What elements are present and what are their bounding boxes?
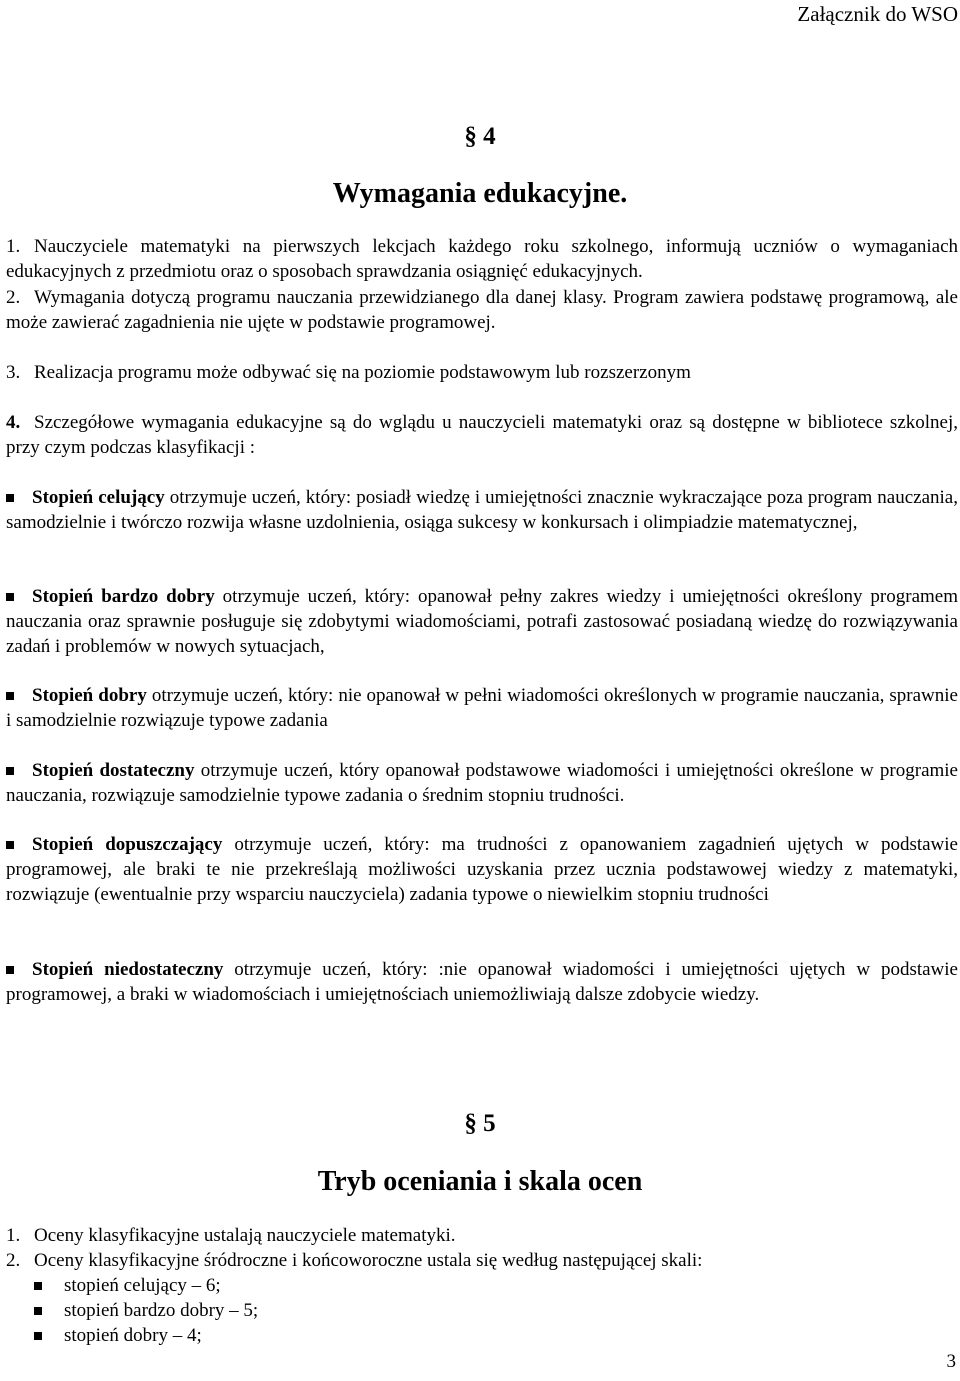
item-number: 2. (6, 1250, 21, 1271)
grade-item-dopuszczajacy (6, 833, 958, 907)
square-bullet-icon (6, 841, 14, 849)
grade-label: Stopień dopuszczający (32, 834, 223, 855)
square-bullet-icon (6, 692, 14, 700)
grade-item-bardzo-dobry (6, 585, 958, 659)
square-bullet-icon (34, 1282, 42, 1290)
grade-text: otrzymuje uczeń, który opanował podstawowe wiadomości i umiejętności określone w programie nauczania, rozwiązuje samodzielnie typowe zadania o średnim stopniu trudności. (6, 760, 958, 806)
item-number: 1. (6, 1225, 21, 1246)
page-number: 3 (946, 1351, 956, 1372)
grade-label: Stopień bardzo dobry (32, 586, 215, 607)
item-number: 4. (6, 412, 21, 433)
item-number: 1. (6, 236, 21, 257)
list-item (6, 1224, 958, 1249)
scale-text: stopień dobry – 4; (64, 1325, 202, 1346)
item-number: 3. (6, 362, 21, 383)
section-5-mark: § 5 (464, 1110, 496, 1137)
item-text: Realizacja programu może odbywać się na poziomie podstawowym lub rozszerzonym (34, 362, 691, 383)
scale-item (34, 1299, 960, 1324)
list-item (6, 361, 958, 386)
item-text: Wymagania dotyczą programu nauczania przewidzianego dla danej klasy. Program zawiera podstawę programową, ale może zawierać zagadnienia nie ujęte w podstawie programowej. (6, 287, 958, 333)
scale-text: stopień bardzo dobry – 5; (64, 1300, 259, 1321)
list-item (6, 1249, 958, 1274)
square-bullet-icon (6, 966, 14, 974)
scale-text: stopień celujący – 6; (64, 1275, 221, 1296)
item-number: 2. (6, 287, 21, 308)
item-text: Nauczyciele matematyki na pierwszych lekcjach każdego roku szkolnego, informują uczniów o wymaganiach edukacyjnych z przedmiotu oraz o sposobach sprawdzania osiągnięć edukacyjnych. (6, 236, 958, 282)
grade-label: Stopień niedostateczny (32, 959, 224, 980)
section-4-title: Wymagania edukacyjne. (332, 178, 628, 209)
section-4-mark: § 4 (464, 123, 496, 150)
section-5-title: Tryb oceniania i skala ocen (317, 1166, 643, 1197)
list-item (6, 411, 958, 461)
square-bullet-icon (34, 1332, 42, 1340)
grade-label: Stopień celujący (32, 487, 165, 508)
grade-item-dobry (6, 684, 958, 734)
scale-item (34, 1324, 960, 1349)
grade-item-niedostateczny (6, 958, 958, 1008)
list-item (6, 286, 958, 336)
square-bullet-icon (34, 1307, 42, 1315)
grade-text: otrzymuje uczeń, który: ma trudności z opanowaniem zagadnień ujętych w podstawie programowej, ale braki te nie przekreślają możliwości uzyskania przez ucznia podstawowej wiedzy z matematyki, rozwiązuje (ewentualnie przy wsparciu nauczyciela) zadania typowe o niewielkim stopniu trudności (6, 834, 958, 905)
grade-label: Stopień dobry (32, 685, 147, 706)
grade-text: otrzymuje uczeń, który: posiadł wiedzę i umiejętności znacznie wykraczające poza program nauczania, samodzielnie i twórczo rozwija własne uzdolnienia, osiąga sukcesy w konkursach i olimpiadzie matematycznej, (6, 487, 958, 533)
item-text: Oceny klasyfikacyjne ustalają nauczyciele matematyki. (34, 1225, 456, 1246)
grade-label: Stopień dostateczny (32, 760, 195, 781)
square-bullet-icon (6, 494, 14, 502)
grade-text: otrzymuje uczeń, który: nie opanował w pełni wiadomości określonych w programie nauczania, sprawnie i samodzielnie rozwiązuje typowe zadania (6, 685, 958, 731)
attachment-header: Załącznik do WSO (797, 2, 958, 26)
scale-item (34, 1274, 960, 1299)
grade-text: otrzymuje uczeń, który: opanował pełny zakres wiedzy i umiejętności określony programem nauczania oraz sprawnie posługuje się zdobytymi wiadomościami, potrafi zastosować posiadaną wiedzę do rozwiązywania zadań i problemów w nowych sytuacjach, (6, 586, 958, 657)
item-text: Oceny klasyfikacyjne śródroczne i końcoworoczne ustala się według następującej skali: (34, 1250, 703, 1271)
square-bullet-icon (6, 767, 14, 775)
item-text: Szczegółowe wymagania edukacyjne są do wglądu u nauczycieli matematyki oraz są dostępne w bibliotece szkolnej, przy czym podczas klasyfikacji : (6, 412, 958, 458)
list-item (6, 235, 958, 285)
square-bullet-icon (6, 593, 14, 601)
grade-item-dostateczny (6, 759, 958, 809)
grade-text: otrzymuje uczeń, który: :nie opanował wiadomości i umiejętności ujętych w podstawie programowej, a braki w wiadomościach i umiejętnościach uniemożliwiają dalsze zdobycie wiedzy. (6, 959, 958, 1005)
grade-item-celujacy (6, 486, 958, 536)
